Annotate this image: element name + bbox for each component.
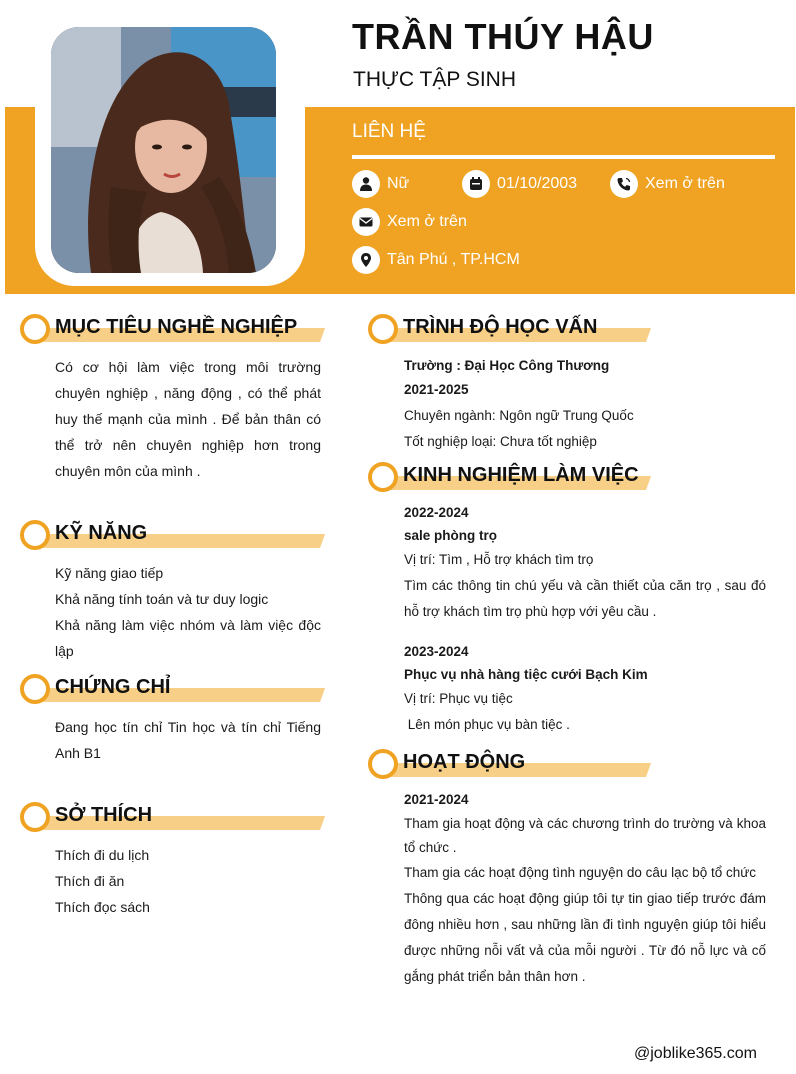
skills-list [55, 560, 321, 664]
skill-item: Khả năng tính toán và tư duy logic [55, 591, 269, 607]
candidate-name: TRẦN THÚY HẬU [352, 16, 654, 57]
section-title: SỞ THÍCH [55, 804, 153, 826]
section-title: MỤC TIÊU NGHỀ NGHIỆP [55, 316, 298, 338]
section-experience-header [368, 462, 648, 492]
profile-photo [51, 27, 276, 273]
education-school: Trường : Đại Học Công Thương [404, 358, 610, 373]
section-title: KỸ NĂNG [55, 522, 148, 544]
hobby-item: Thích đi ăn [55, 873, 125, 889]
watermark-text: @joblike365.com [634, 1045, 757, 1062]
circle-icon [20, 520, 50, 550]
section-title: CHỨNG CHỈ [55, 676, 171, 698]
job-position: Vị trí: Tìm , Hỗ trợ khách tìm trọ [404, 552, 594, 567]
section-activities-header [368, 749, 648, 779]
job-description: Lên món phục vụ bàn tiệc . [404, 717, 570, 732]
circle-icon [368, 462, 398, 492]
certificates-text: Đang học tín chỉ Tin học và tín chỉ Tiếng Anh B1 [55, 719, 321, 761]
contact-email [352, 208, 467, 236]
activity-item: Tham gia hoạt động và các chương trình do trường và khoa tổ chức . [404, 816, 766, 855]
section-title: HOẠT ĐỘNG [403, 751, 526, 773]
contact-phone [610, 170, 725, 198]
section-title: KINH NGHIỆM LÀM VIỆC [403, 464, 639, 486]
skill-item: Kỹ năng giao tiếp [55, 565, 164, 581]
job-company: sale phòng trọ [404, 528, 498, 543]
profile-photo-image [51, 27, 276, 273]
job-period: 2022-2024 [404, 505, 469, 520]
section-certificates-header [20, 674, 322, 704]
contact-address [352, 246, 520, 274]
email-value: Xem ở trên [387, 213, 467, 230]
phone-value: Xem ở trên [645, 175, 725, 192]
contact-divider [352, 155, 775, 159]
activities-details [404, 788, 766, 990]
job-position: Vị trí: Phục vụ tiệc [404, 691, 513, 706]
birthday-value: 01/10/2003 [497, 175, 578, 192]
gender-value: Nữ [387, 175, 410, 192]
job-period: 2023-2024 [404, 644, 469, 659]
activity-item: Thông qua các hoạt động giúp tôi tự tin giao tiếp trước đám đông nhiều hơn , sau những lần đi tình nguyện giúp tôi hiểu được những nỗi vất vả của mỗi người . Từ đó nỗ lực và cố gắng phát triển bản thân hơn . [404, 891, 766, 984]
section-objective-header [20, 314, 322, 344]
circle-icon [368, 314, 398, 344]
education-period: 2021-2025 [404, 382, 469, 397]
activity-item: Tham gia các hoạt động tình nguyện do câu lạc bộ tổ chức [404, 865, 757, 880]
contact-birthday [462, 170, 577, 198]
circle-icon [368, 749, 398, 779]
location-pin-icon [352, 246, 380, 274]
circle-icon [20, 314, 50, 344]
hobby-item: Thích đọc sách [55, 899, 150, 915]
contact-gender [352, 170, 409, 198]
job-company: Phục vụ nhà hàng tiệc cưới Bạch Kim [404, 667, 648, 682]
section-title: TRÌNH ĐỘ HỌC VẤN [403, 316, 598, 338]
hobby-item: Thích đi du lịch [55, 847, 150, 863]
section-skills-header [20, 520, 322, 550]
experience-job-2 [404, 640, 766, 738]
objective-text: Có cơ hội làm việc trong môi trường chuyên nghiệp , năng động , có thể phát huy thế mạnh của mình . Để bản thân có thể trở nên chuyên nghiệp hơn trong chuyên môn của mình . [55, 359, 321, 479]
skill-item: Khả năng làm việc nhóm và làm việc độc lập [55, 617, 321, 659]
job-title: THỰC TẬP SINH [353, 68, 517, 91]
contact-heading: LIÊN HỆ [352, 121, 426, 142]
calendar-icon [462, 170, 490, 198]
circle-icon [20, 674, 50, 704]
job-description: Tìm các thông tin chú yếu và cần thiết của căn trọ , sau đó hỗ trợ khách tìm trọ phù hợp với yêu cầu . [404, 578, 766, 619]
address-value: Tân Phú , TP.HCM [387, 251, 520, 268]
education-details [404, 354, 766, 455]
envelope-icon [352, 208, 380, 236]
activities-period: 2021-2024 [404, 792, 469, 807]
circle-icon [20, 802, 50, 832]
section-education-header [368, 314, 648, 344]
phone-icon [610, 170, 638, 198]
education-major: Chuyên ngành: Ngôn ngữ Trung Quốc [404, 408, 634, 423]
section-hobbies-header [20, 802, 322, 832]
hobbies-list [55, 842, 321, 920]
experience-job-1 [404, 501, 766, 625]
education-grade: Tốt nghiệp loại: Chưa tốt nghiệp [404, 434, 597, 449]
person-icon [352, 170, 380, 198]
